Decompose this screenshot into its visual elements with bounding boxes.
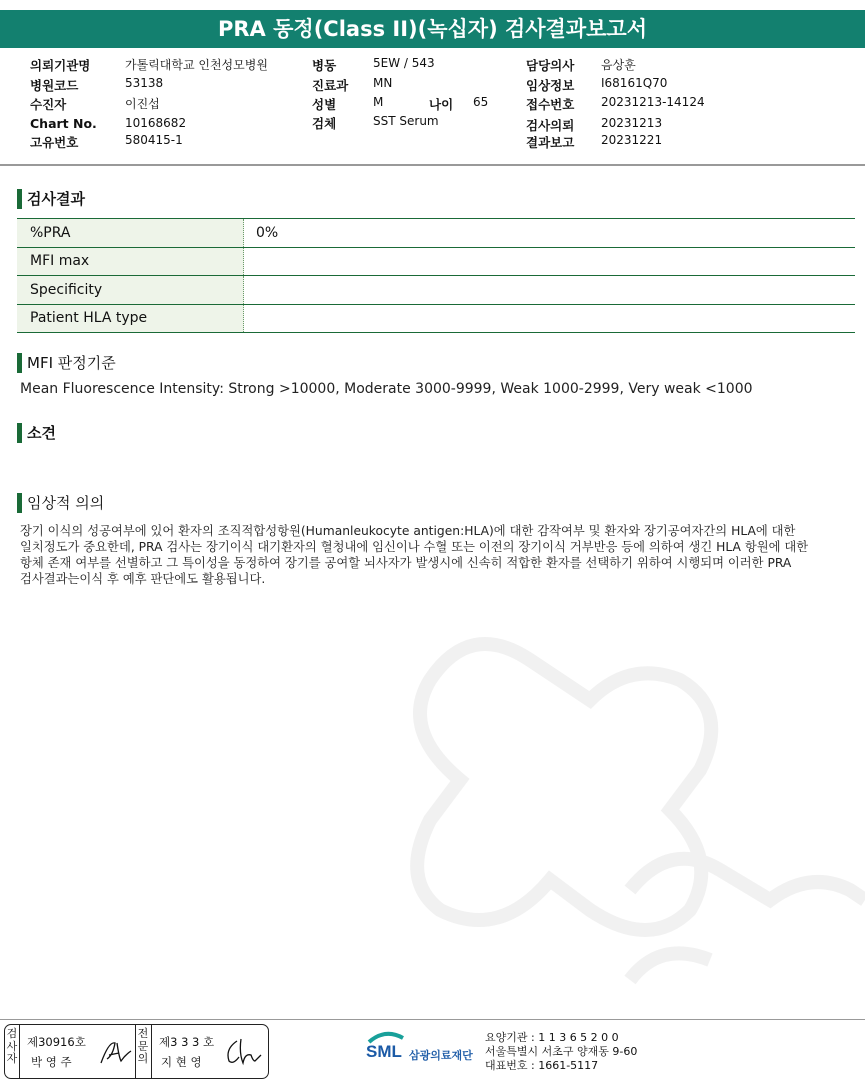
reviewer-signature-icon xyxy=(223,1035,263,1069)
result-key: Patient HLA type xyxy=(17,304,244,333)
reviewer-license: 제3 3 3 호 xyxy=(159,1035,215,1049)
result-key: MFI max xyxy=(17,247,244,276)
signature-box xyxy=(4,1024,269,1079)
info-label: 나이 xyxy=(429,97,454,112)
section-opinion-heading xyxy=(17,422,56,443)
info-value: 20231213-14124 xyxy=(601,95,705,109)
info-value: M xyxy=(373,95,384,109)
tester-signature-icon xyxy=(97,1035,133,1069)
results-table xyxy=(17,218,855,333)
section-marker xyxy=(17,423,22,443)
info-value: 20231213 xyxy=(601,116,663,130)
info-label: 결과보고 xyxy=(526,135,575,150)
result-key: Specificity xyxy=(17,276,244,305)
info-label: 수진자 xyxy=(30,97,67,112)
info-label: 고유번호 xyxy=(30,135,79,150)
table-row xyxy=(17,276,855,305)
info-label: 병원코드 xyxy=(30,78,79,93)
text-line: 일치정도가 중요한데, PRA 검사는 장기이식 대기환자의 혈청내에 임신이나 수혈 또는 이전의 장기이식 거부반응 등에 의하여 생긴 HLA 항원에 대한 xyxy=(20,540,809,554)
tester-label: 검사자 xyxy=(6,1027,18,1065)
tester-name: 박 영 주 xyxy=(31,1055,72,1069)
info-value: 10168682 xyxy=(125,116,187,130)
section-title: 검사결과 xyxy=(27,190,85,208)
clinical-significance-text xyxy=(20,523,840,587)
info-value: 580415-1 xyxy=(125,133,183,147)
text-line: 검사결과는이식 후 예후 판단에도 활용됩니다. xyxy=(20,572,266,586)
text-line: 요양기관 : 1 1 3 6 5 2 0 0 xyxy=(485,1031,619,1044)
info-label: 의뢰기관명 xyxy=(30,58,91,73)
text-line: 장기 이식의 성공여부에 있어 환자의 조직적합성항원(Humanleukocyte antigen:HLA)에 대한 감작여부 및 환자와 장기공여자간의 HLA에 대한 xyxy=(20,524,796,538)
logo-org-name: 삼광의료재단 xyxy=(409,1049,473,1062)
info-value: 이진섭 xyxy=(125,97,160,111)
footer-divider xyxy=(0,1019,865,1020)
text-line: 대표번호 : 1661-5117 xyxy=(485,1059,599,1072)
info-label: Chart No. xyxy=(30,116,97,131)
info-label: 접수번호 xyxy=(526,97,575,112)
text-line: 서울특별시 서초구 양재동 9-60 xyxy=(485,1045,638,1058)
section-title: MFI 판정기준 xyxy=(27,354,116,372)
info-value: 가톨릭대학교 인천성모병원 xyxy=(125,58,268,72)
mfi-criteria-text: Mean Fluorescence Intensity: Strong >10000, Moderate 3000-9999, Weak 1000-2999, Very weak <1000 xyxy=(20,381,753,397)
result-value xyxy=(244,247,856,276)
section-title: 임상적 의의 xyxy=(27,494,105,512)
section-title: 소견 xyxy=(27,424,56,442)
tester-license: 제30916호 xyxy=(27,1035,86,1049)
info-value: 65 xyxy=(473,95,489,109)
divider xyxy=(19,1025,20,1078)
info-value: SST Serum xyxy=(373,114,439,128)
institution-address xyxy=(485,1031,637,1073)
result-key: %PRA xyxy=(17,219,244,248)
info-value: 음상훈 xyxy=(601,58,636,72)
text-line: 항체 존재 여부를 선별하고 그 특이성을 동정하여 장기를 공여할 뇌사자가 발생시에 신속히 적합한 환자를 선택하기 위하여 시행되며 이러한 PRA xyxy=(20,556,792,570)
result-value xyxy=(244,304,856,333)
reviewer-name: 지 현 영 xyxy=(161,1055,202,1069)
watermark-cross-icon xyxy=(370,560,865,1020)
section-marker xyxy=(17,353,22,373)
section-results-heading xyxy=(17,188,85,209)
info-label: 검사의뢰 xyxy=(526,118,575,133)
patient-info xyxy=(0,56,865,156)
section-mfi-heading xyxy=(17,352,116,373)
info-label: 검체 xyxy=(312,116,337,131)
info-label: 진료과 xyxy=(312,78,349,93)
info-value: 5EW / 543 xyxy=(373,56,435,70)
result-value xyxy=(244,276,856,305)
section-marker xyxy=(17,493,22,513)
info-value: 20231221 xyxy=(601,133,663,147)
table-row xyxy=(17,304,855,333)
info-value: 53138 xyxy=(125,76,164,90)
table-row xyxy=(17,247,855,276)
report-title: PRA 동정(Class II)(녹십자) 검사결과보고서 xyxy=(0,10,865,48)
divider xyxy=(0,164,865,166)
logo-text: SML xyxy=(366,1042,402,1061)
info-label: 담당의사 xyxy=(526,58,575,73)
section-marker xyxy=(17,189,22,209)
info-label: 병동 xyxy=(312,58,337,73)
info-value: MN xyxy=(373,76,393,90)
reviewer-label: 전문의 xyxy=(137,1027,149,1065)
section-clinical-heading xyxy=(17,492,104,513)
table-row xyxy=(17,219,855,248)
divider xyxy=(151,1025,152,1078)
result-value: 0% xyxy=(244,219,856,248)
info-value: I68161Q70 xyxy=(601,76,668,90)
info-label: 성별 xyxy=(312,97,337,112)
info-label: 임상정보 xyxy=(526,78,575,93)
